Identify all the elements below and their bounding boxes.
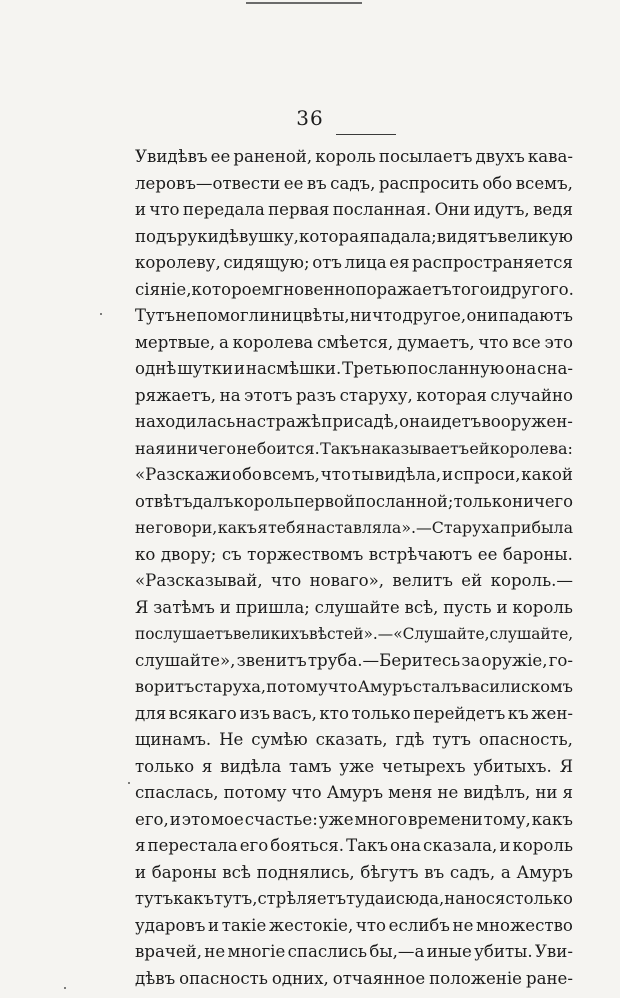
text-line: находилась на стражѣ при садѣ, она идетъ вооружен- [135, 412, 573, 431]
text-line: врачей, не многіе спаслись бы,—а иные убиты. Уви- [135, 942, 573, 961]
text-line: воритъ старуха, потому что Амуръ сталъ василискомъ [135, 677, 573, 696]
text-line: ряжаетъ, на этотъ разъ старуху, которая случайно [135, 385, 573, 405]
text-line: отвѣтъ далъ король первой посланной; только ничего [135, 491, 573, 511]
text-line: спаслась, потому что Амуръ меня не видѣлъ, ни я [135, 783, 573, 802]
text-line: слушайте», звенитъ труба.—Беритесь за оружіе, го- [135, 650, 573, 670]
text-line: королеву, сидящую; отъ лица ея распространяется [135, 253, 573, 272]
text-line: для всякаго изъ васъ, кто только перейдетъ къ жен- [135, 703, 573, 723]
text-line: только я видѣла тамъ уже четырехъ убитыхъ. Я [135, 756, 573, 776]
text-line: щинамъ. Не сумѣю сказать, гдѣ тутъ опасность, [135, 730, 573, 749]
text-line: подъ руки дѣвушку, которая падала; видятъ великую [135, 226, 573, 246]
text-line: я перестала его бояться. Такъ она сказала, и король [135, 836, 573, 855]
text-line: «Разсказывай, что новаго», велитъ ей король.— [135, 571, 573, 590]
text-line: мертвые, а королева смѣется, думаетъ, что все это [135, 332, 573, 352]
body-text [135, 144, 573, 992]
text-line: ко двору; съ торжествомъ встрѣчаютъ ее бароны. [135, 544, 573, 564]
text-line: дѣвъ опасность одних, отчаянное положеніе ране- [135, 968, 573, 988]
text-line: тутъ какъ тутъ, стрѣляетъ туда и сюда, нанося столько [135, 889, 573, 908]
page-number: 36 [296, 106, 324, 130]
paper-speck [128, 782, 130, 784]
text-line: и бароны всѣ поднялись, бѣгутъ въ садъ, а Амуръ [135, 862, 573, 882]
page-number-underline [336, 134, 396, 135]
text-line: «Разскажи обо всемъ, что ты видѣла, и спроси, какой [135, 465, 573, 484]
text-line: его, и это мое счастье: уже много времени тому, какъ [135, 809, 573, 829]
text-line: послушаетъ великихъ вѣстей».—«Слушайте, слушайте, [135, 625, 574, 643]
text-line: сіяніе, которое мгновенно поражаетъ того и другого. [135, 279, 574, 299]
top-edge-rule [246, 2, 362, 4]
paper-speck [64, 987, 66, 989]
text-line: ная и ничего не боится. Такъ наказываетъ ей королева: [135, 438, 573, 458]
text-line: и что передала первая посланная. Они идутъ, ведя [135, 200, 573, 219]
text-line: ударовъ и такіе жестокіе, что еслибъ не множество [135, 915, 573, 935]
text-line: однѣ шутки и насмѣшки. Третью посланную она сна- [135, 359, 573, 378]
text-line: Увидѣвъ ее раненой, король посылаетъ двухъ кава- [135, 147, 573, 166]
text-line: Я затѣмъ и пришла; слушайте всѣ, пусть и король [135, 597, 573, 617]
text-line: не говори, какъ я тебя наставляла».—Старуха прибыла [135, 518, 573, 537]
paper-speck [100, 313, 102, 315]
text-line: леровъ—отвести ее въ садъ, распросить обо всемъ, [135, 173, 573, 193]
text-line: Тутъ не помогли ни цвѣты, ни что другое, они падаютъ [135, 306, 573, 325]
